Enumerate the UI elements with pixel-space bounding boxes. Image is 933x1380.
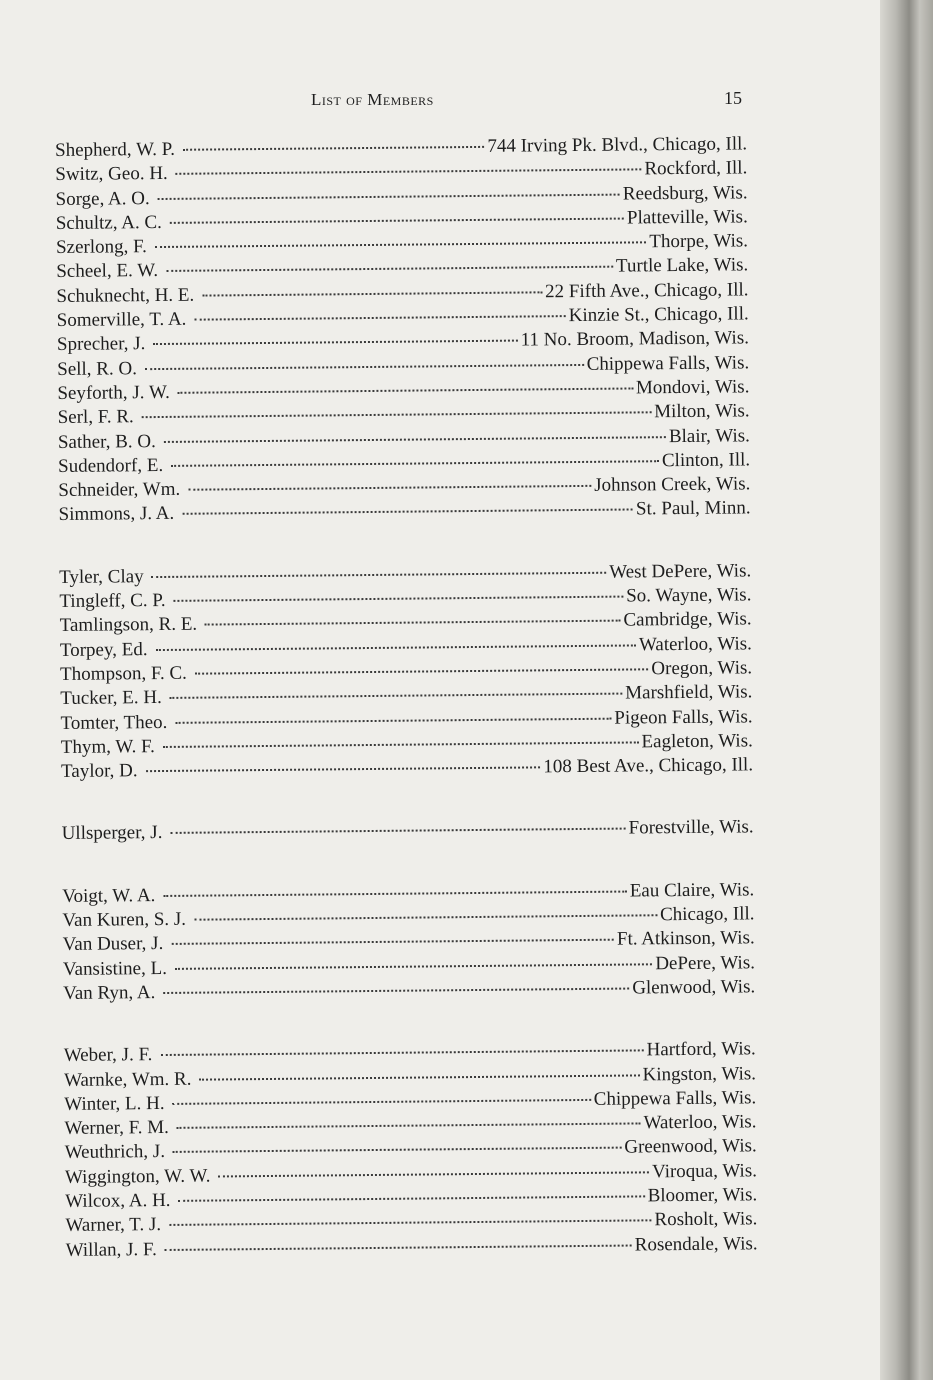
member-location: Platteville, Wis. bbox=[626, 206, 748, 229]
member-section-v bbox=[62, 879, 755, 1007]
member-location: Pigeon Falls, Wis. bbox=[614, 705, 753, 729]
member-name: Schneider, Wm. bbox=[58, 478, 181, 502]
member-name: Tyler, Clay bbox=[59, 565, 144, 588]
member-name: Shepherd, W. P. bbox=[55, 138, 176, 161]
member-location: DePere, Wis. bbox=[655, 951, 756, 974]
dot-leader bbox=[164, 436, 666, 443]
member-name: Thompson, F. C. bbox=[60, 662, 187, 685]
dot-leader bbox=[171, 939, 614, 945]
member-location: Glenwood, Wis. bbox=[632, 976, 756, 999]
member-name: Voigt, W. A. bbox=[62, 884, 156, 907]
member-location: Forestville, Wis. bbox=[628, 816, 754, 839]
member-location: Chippewa Falls, Wis. bbox=[586, 352, 750, 375]
member-location: Turtle Lake, Wis. bbox=[615, 254, 749, 278]
member-name: Willan, J. F. bbox=[65, 1238, 157, 1261]
page-number: 15 bbox=[724, 88, 742, 108]
member-location: Clinton, Ill. bbox=[661, 449, 751, 472]
member-name: Schuknecht, H. E. bbox=[56, 284, 195, 307]
member-location: Eau Claire, Wis. bbox=[629, 879, 755, 902]
member-name: Thym, W. F. bbox=[60, 735, 155, 758]
member-location: Milton, Wis. bbox=[654, 400, 750, 423]
member-name: Szerlong, F. bbox=[55, 236, 147, 259]
member-location: Blair, Wis. bbox=[668, 424, 750, 447]
member-location: West DePere, Wis. bbox=[609, 560, 752, 583]
member-name: Serl, F. R. bbox=[57, 406, 134, 429]
member-location: 744 Irving Pk. Blvd., Chicago, Ill. bbox=[487, 133, 748, 157]
dot-leader bbox=[176, 169, 642, 175]
dot-leader bbox=[145, 364, 584, 370]
dot-leader bbox=[165, 1244, 632, 1250]
member-location: Oregon, Wis. bbox=[651, 657, 753, 680]
dot-leader bbox=[177, 1123, 641, 1129]
member-location: Rosholt, Wis. bbox=[654, 1208, 758, 1231]
dot-leader bbox=[178, 387, 633, 393]
member-section-u bbox=[62, 817, 754, 848]
member-section-w bbox=[64, 1039, 758, 1264]
member-name: Wiggington, W. W. bbox=[64, 1165, 211, 1188]
dot-leader bbox=[163, 741, 639, 748]
member-location: Mondovi, Wis. bbox=[635, 376, 750, 399]
member-location: 22 Fifth Ave., Chicago, Ill. bbox=[545, 279, 749, 303]
member-location: Rockford, Ill. bbox=[644, 157, 748, 180]
running-head: List of Members bbox=[311, 90, 434, 109]
member-entry bbox=[61, 754, 753, 785]
binding-edge bbox=[880, 0, 933, 1380]
member-name: Werner, F. M. bbox=[64, 1117, 169, 1140]
dot-leader bbox=[199, 1074, 639, 1080]
dot-leader bbox=[174, 596, 624, 602]
member-location: Hartford, Wis. bbox=[646, 1038, 756, 1061]
dot-leader bbox=[170, 693, 622, 699]
dot-leader bbox=[183, 146, 485, 151]
member-location: Waterloo, Wis. bbox=[638, 632, 752, 656]
dot-leader bbox=[202, 291, 542, 296]
member-location: Chippewa Falls, Wis. bbox=[593, 1087, 757, 1110]
member-name: Sell, R. O. bbox=[57, 357, 138, 380]
member-name: Taylor, D. bbox=[60, 760, 138, 783]
member-name: Tamlingson, R. E. bbox=[59, 614, 198, 637]
member-name: Schultz, A. C. bbox=[55, 211, 162, 234]
member-name: Sudendorf, E. bbox=[58, 454, 164, 477]
page-header bbox=[0, 88, 880, 114]
dot-leader bbox=[205, 620, 620, 626]
dot-leader bbox=[160, 1050, 643, 1057]
dot-leader bbox=[142, 412, 651, 419]
member-location: Kingston, Wis. bbox=[642, 1062, 757, 1085]
dot-leader bbox=[194, 315, 565, 321]
dot-leader bbox=[194, 914, 657, 920]
member-name: Switz, Geo. H. bbox=[55, 163, 168, 186]
member-location: Cambridge, Wis. bbox=[623, 608, 752, 631]
dot-leader bbox=[166, 266, 613, 272]
member-name: Torpey, Ed. bbox=[59, 638, 148, 661]
member-name: Vansistine, L. bbox=[62, 957, 168, 980]
member-section-t bbox=[59, 560, 753, 785]
dot-leader bbox=[175, 963, 652, 970]
dot-leader bbox=[163, 890, 626, 896]
member-name: Scheel, E. W. bbox=[56, 260, 159, 283]
member-name: Van Kuren, S. J. bbox=[62, 908, 187, 931]
member-name: Weuthrich, J. bbox=[64, 1141, 166, 1164]
member-location: Marshfield, Wis. bbox=[625, 681, 753, 704]
member-name: Seyforth, J. W. bbox=[57, 381, 170, 404]
member-name: Tucker, E. H. bbox=[60, 687, 162, 710]
dot-leader bbox=[146, 766, 541, 772]
dot-leader bbox=[173, 1147, 621, 1153]
member-location: Thorpe, Wis. bbox=[649, 230, 749, 253]
member-name: Sprecher, J. bbox=[56, 333, 146, 356]
member-location: So. Wayne, Wis. bbox=[626, 584, 752, 607]
member-name: Wilcox, A. H. bbox=[65, 1189, 171, 1212]
dot-leader bbox=[173, 1099, 591, 1105]
member-location: Greenwood, Wis. bbox=[624, 1135, 757, 1158]
member-location: Waterloo, Wis. bbox=[643, 1111, 757, 1134]
member-location: Kinzie St., Chicago, Ill. bbox=[568, 303, 749, 327]
dot-leader bbox=[178, 1195, 644, 1201]
member-name: Ullsperger, J. bbox=[61, 822, 163, 845]
dot-leader bbox=[153, 340, 517, 345]
dot-leader bbox=[156, 644, 636, 651]
member-location: Reedsburg, Wis. bbox=[622, 181, 748, 205]
member-name: Simmons, J. A. bbox=[58, 503, 175, 526]
member-name: Warner, T. J. bbox=[65, 1214, 162, 1237]
dot-leader bbox=[195, 668, 649, 674]
member-section-s bbox=[55, 133, 751, 528]
dot-leader bbox=[182, 509, 633, 515]
member-name: Weber, J. F. bbox=[63, 1044, 153, 1067]
member-name: Sorge, A. O. bbox=[55, 187, 150, 210]
member-location: 108 Best Ave., Chicago, Ill. bbox=[543, 754, 754, 778]
dot-leader bbox=[170, 828, 625, 834]
dot-leader bbox=[152, 571, 607, 577]
member-name: Winter, L. H. bbox=[64, 1092, 165, 1115]
dot-leader bbox=[188, 485, 591, 491]
member-name: Sather, B. O. bbox=[57, 430, 156, 453]
member-list bbox=[55, 133, 758, 1301]
dot-leader bbox=[170, 217, 624, 223]
member-location: Johnson Creek, Wis. bbox=[594, 473, 751, 496]
member-entry bbox=[62, 817, 754, 848]
dot-leader bbox=[169, 1220, 651, 1227]
member-name: Tomter, Theo. bbox=[60, 711, 168, 734]
member-name: Tingleff, C. P. bbox=[59, 590, 166, 613]
member-name: Van Ryn, A. bbox=[63, 981, 156, 1004]
member-location: Viroqua, Wis. bbox=[651, 1159, 758, 1183]
member-name: Somerville, T. A. bbox=[56, 308, 187, 332]
member-location: Ft. Atkinson, Wis. bbox=[616, 927, 755, 950]
dot-leader bbox=[218, 1171, 649, 1177]
member-location: Bloomer, Wis. bbox=[647, 1184, 758, 1207]
member-location: 11 No. Broom, Madison, Wis. bbox=[520, 327, 750, 351]
member-location: Eagleton, Wis. bbox=[641, 730, 753, 753]
member-name: Warnke, Wm. R. bbox=[63, 1068, 192, 1091]
dot-leader bbox=[155, 242, 647, 249]
member-location: Rosendale, Wis. bbox=[634, 1232, 758, 1256]
dot-leader bbox=[158, 193, 620, 199]
dot-leader bbox=[163, 987, 629, 993]
member-name: Van Duser, J. bbox=[62, 933, 164, 956]
member-location: St. Paul, Minn. bbox=[635, 497, 751, 520]
dot-leader bbox=[171, 460, 659, 467]
member-location: Chicago, Ill. bbox=[659, 903, 755, 926]
dot-leader bbox=[175, 717, 611, 723]
